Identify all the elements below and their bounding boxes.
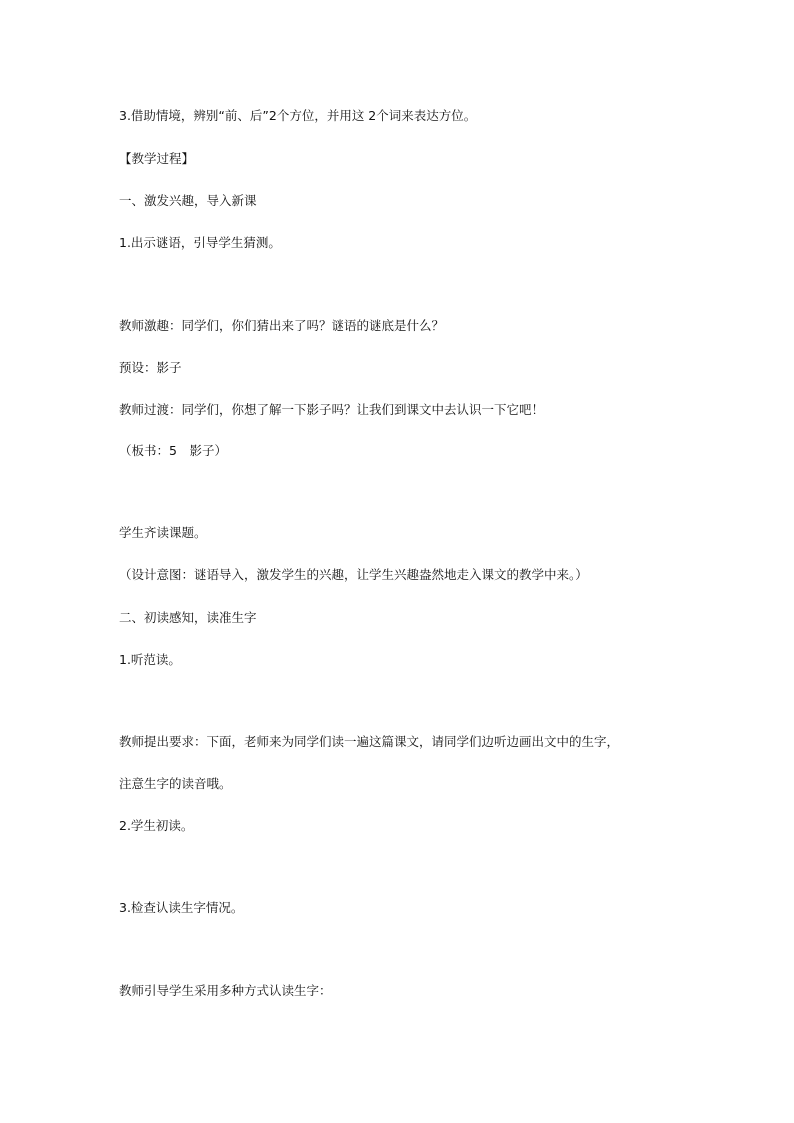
section-heading-2: 二、初读感知，读准生字 [119,610,257,625]
paragraph-line: 预设：影子 [119,360,182,375]
step-line: 1.出示谜语，引导学生猜测。 [119,235,281,250]
paragraph-line: 注意生字的读音哦。 [119,776,232,791]
step-line: 1.听范读。 [119,652,181,667]
objective-line: 3.借助情境，辨别“前、后”2个方位，并用这 2个词来表达方位。 [119,108,477,123]
paragraph-line: 教师过渡：同学们，你想了解一下影子吗？让我们到课文中去认识一下它吧！ [119,402,545,417]
section-heading-teaching-process: 【教学过程】 [119,151,195,166]
design-intent-line: （设计意图：谜语导入，激发学生的兴趣，让学生兴趣盎然地走入课文的教学中来。） [119,567,588,582]
paragraph-line: 学生齐读课题。 [119,525,207,540]
board-note-line: （板书：5 影子） [119,443,227,458]
paragraph-line: 教师引导学生采用多种方式认读生字： [119,983,332,998]
section-heading-1: 一、激发兴趣，导入新课 [119,193,257,208]
paragraph-line: 教师提出要求：下面，老师来为同学们读一遍这篇课文，请同学们边听边画出文中的生字， [119,734,620,749]
step-line: 2.学生初读。 [119,818,194,833]
paragraph-line: 教师激趣：同学们，你们猜出来了吗？谜语的谜底是什么？ [119,318,445,333]
step-line: 3.检查认读生字情况。 [119,900,244,915]
